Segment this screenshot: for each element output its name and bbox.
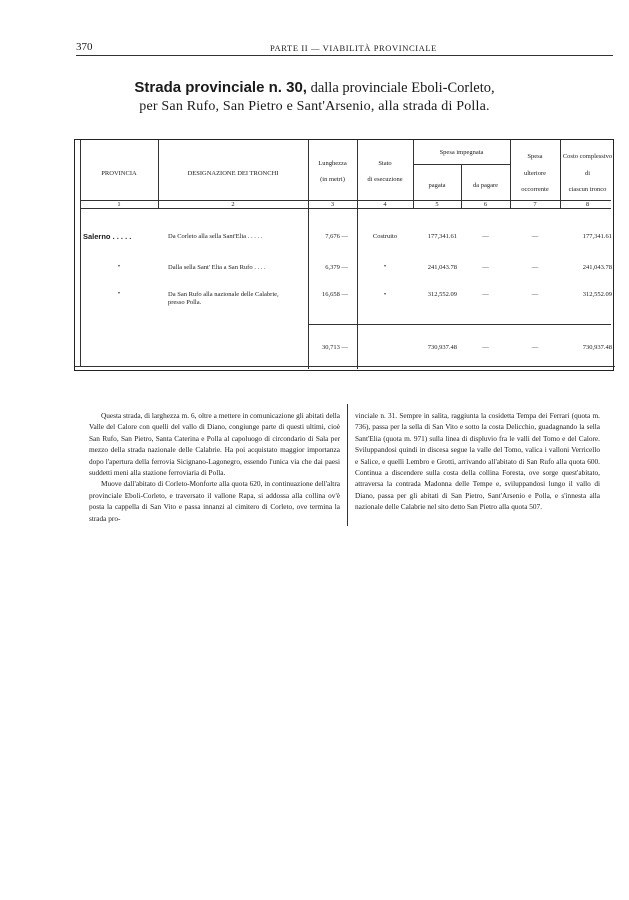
row-provincia: Salerno . . . . . [83,232,132,241]
row-stato: Costruito [372,233,398,240]
header-lunghezza: Lunghezza [318,160,347,167]
row-costo: 312,552.09 [582,291,612,298]
title-bold: Strada provinciale n. 30, [134,79,307,96]
header-occorrente: occorrente [521,186,549,193]
header-stato-2: di esecuzione [367,176,403,183]
title-rest: dalla provinciale Eboli-Corleto, [306,80,495,96]
row-lunghezza: 6,379 — [325,264,348,271]
header-costo: Costo complessivo [562,153,613,160]
row-ulteriore: — [531,264,539,271]
column-rule [347,404,348,526]
paragraph: Questa strada, di larghezza m. 6, oltre a mettere in comunicazione gli abitati della Valle del Calore con quelli del vallo di Diano, congiunge parte di questi ultimi, cioè San Rufo, San Pietro, Santa Caterina e Polla al capoluogo di circondario di Sala per mezzo della strada nazionale delle Calabrie. Ha poi acquistato maggior importanza dopo l'apertura della ferrovia Sicignano-Lagonegro, essendo l'unica via che dai paesi suddetti meni alla stazione ferroviaria di Polla. [89,411,340,478]
row-costo: 241,043.78 [582,264,612,271]
text-right-column [355,410,600,513]
header-costo-2: di [584,170,591,177]
row-divider [413,164,510,165]
col-number: 4 [383,201,387,208]
totals-rule [308,324,611,325]
row-pagata: 241,043.78 [427,264,457,271]
col-number: 8 [585,201,590,208]
row-ulteriore: — [531,291,539,298]
col-number: 5 [435,201,439,208]
header-designazione: DESIGNAZIONE DEI TRONCHI [187,170,279,177]
col-number: 6 [483,201,488,208]
total-costo: 730,937.48 [582,344,612,351]
col-number: 2 [231,201,235,208]
text-left-column [89,410,340,524]
col-number: 3 [330,201,335,208]
row-provincia: • [117,290,121,297]
header-costo-3: ciascun tronco [568,186,607,193]
row-pagata: 177,341.61 [427,233,457,240]
data-table [74,139,614,371]
row-da-pagare: — [482,291,489,298]
row-stato: • [383,263,387,270]
row-ulteriore: — [531,233,539,240]
row-da-pagare: — [482,264,489,271]
row-provincia: • [117,263,121,270]
bottom-rule [75,366,615,367]
row-tronco: Da Corleto alla sella Sant'Elia . . . . . [168,233,263,240]
row-costo: 177,341.61 [582,233,612,240]
row-lunghezza: 7,676 — [325,233,348,240]
col-number: 7 [533,201,537,208]
header-pagata: pagata [428,182,446,189]
col-divider [357,140,358,369]
col-divider [308,140,309,369]
row-stato: • [383,291,387,298]
header-spesa: Spesa [527,153,543,160]
paragraph: Muove dall'abitato di Corleto-Monforte alla quota 620, in continuazione dell'altra provinciale Eboli-Corleto, e traversato il vallone Rapa, si addossa alla collina ov'è posta la cappella di San Vito e passa innanzi al cimitero di Corleto, ove termina la strada pro- [89,479,340,523]
running-title: PARTE II — VIABILITÀ PROVINCIALE [270,43,437,53]
header-provincia: PROVINCIA [101,170,137,177]
header-ulteriore: ulteriore [523,170,547,177]
header-stato: Stato [378,160,392,167]
total-lunghezza: 30,713 — [322,344,348,351]
header-spesa-impegnata: Spesa impegnata [439,149,484,156]
total-ulteriore: — [531,344,539,351]
col-number: 1 [117,201,121,208]
row-lunghezza: 16,658 — [322,291,348,298]
paragraph: vinciale n. 31. Sempre in salita, raggiunta la cosidetta Tempa dei Ferrari (quota m. 736), passa per la sella di San Vito e sotto la costa Delicchio, guadagnando la sella Sant'Elia (quota m. 971) sulla linea di displuvio fra le valli del Tomo e del Calore. Sviluppandosi quindi in discesa segue la valle del Tomo, valica i valloni Verricello e Salice, e quelli Lembro e Grotti, arrivando all'abitato di San Rufo alla quota 600. Continua a discendere sulla costa della collina Foresta, ove sorge quest'abitato, attraversa la contrada Madonna delle Tempe e, sviluppandosi lungo il vallo di Diano, passa per gli abitati di San Pietro, Sant'Arsenio e Polla, e s'innesta alla nazionale delle Calabrie nel sito detto San Pietro alla quota 507. [355,411,600,512]
title-line-1 [0,79,629,97]
header-da-pagare: da pagare [472,182,499,189]
total-da-pagare: — [482,344,489,351]
row-tronco: Dalla sella Sant' Elia a San Rufo . . . . [168,264,266,271]
page-number: 370 [76,41,93,53]
row-tronco: Da San Rufo alla nazionale delle Calabrie, presso Polla. [168,291,279,306]
header-rule [76,55,613,56]
total-pagata: 730,937.48 [427,344,457,351]
row-divider [80,208,611,209]
header-lunghezza-unit: (in metri) [320,176,345,183]
title-line-2: per San Rufo, San Pietro e Sant'Arsenio, alla strada di Polla. [139,99,490,114]
row-pagata: 312,552.09 [427,291,457,298]
row-da-pagare: — [482,233,489,240]
